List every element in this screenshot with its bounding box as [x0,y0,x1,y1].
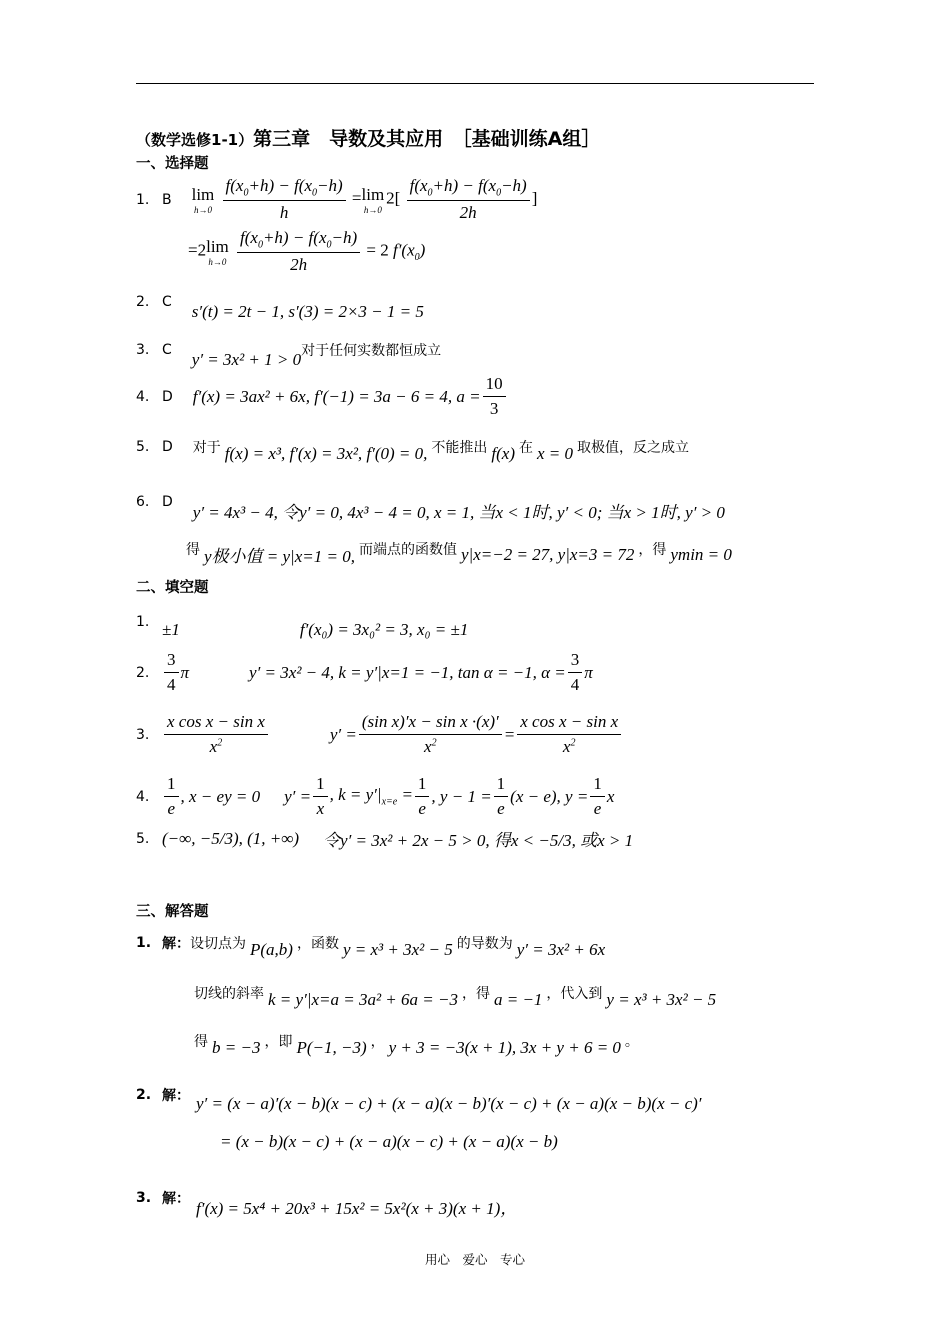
choice-1-line2: =2 lim h→0 $\frac{f(x_0+h) - f(x_0-h)}{2h}$ = 2 $f'(x_0)$ [188,228,426,275]
solve-2-line1: 2. 解： y′ = (x − a)′(x − b)(x − c) + (x − a)(x − b)′(x − c) + (x − a)(x − b)(x − c)′ [136,1087,702,1113]
choice-2: 2. C s′(t) = 2t − 1, s′(3) = 2×3 − 1 = 5 [136,294,424,321]
solve-3-line1: 3. 解： f′(x) = 5x⁴ + 20x³ + 15x² = 5x²(x + 3)(x + 1)， [136,1189,518,1218]
section-heading-fill: 二、填空题 [136,580,209,596]
choice-1: 1. B lim h→0 $\frac{f(x_0+h) - f(x_0-h)}{h}$ = lim h→0 2[ $\frac{f(x_0+h) - f(x_0-h)}{2h}$ ] [136,176,538,223]
solve-1-line1: 1. 解： 设切点为 P(a,b) ，函数 y = x³ + 3x² − 5 的导数为 y′ = 3x² + 6x [136,935,606,959]
solve-2-line2: = (x − b)(x − c) + (x − a)(x − c) + (x − a)(x − b) [220,1132,558,1151]
choice-4: 4. D f′(x) = 3ax² + 6x, f′(−1) = 3a − 6 = 4, a = $\frac{10}{3}$ [136,374,508,419]
fill-4: 4. $\frac{1}{e}$ , x − ey = 0 y′ = $\frac{1}{x}$ , $k = y'|_{x=e}$ = $\frac{1}{e}$ , y − 1 = $\frac{1}{e}$ (x − e), y = $\frac{1}{e}$ x [136,774,615,818]
choice-1-formula-line1: lim h→0 $\frac{f(x_0+h) - f(x_0-h)}{h}$ = lim h→0 2[ $\frac{f(x_0+h) - f(x_0-h)}{2h}$ ] [191,176,538,223]
section-heading-solve: 三、解答题 [136,904,209,920]
fill-2: 2. $\frac{3}{4}$ π y′ = 3x² − 4, k = y′|x=1 = −1, tan α = −1, α = $\frac{3}{4}$ π [136,650,593,694]
fill-5: 5. (−∞, −5/3), (1, +∞) 令y′ = 3x² + 2x − 5 > 0, 得x < −5/3, 或x > 1 [136,828,634,850]
page-footer: 用心 爱心 专心 [424,1252,525,1267]
fill-3: 3. $\frac{\text{x cos x − sin x}}{x^2}$ y′ = $\frac{\text{(sin x)′x − sin x ·(x)′}}{x^2}$ = $\frac{\text{x cos x − sin x}}{x^2}$ [136,712,623,757]
page-title: （数学选修1-1）第三章 导数及其应用 ［基础训练A组］ [136,128,601,150]
choice-6-line2: 得 y极小值 = y|x=1 = 0, 而端点的函数值 y|x=−2 = 27, y|x=3 = 72 ，得 ymin = 0 [186,541,732,566]
section-heading-choice: 一、选择题 [136,156,209,172]
choice-3: 3. C y′ = 3x² + 1 > 0 对于任何实数都恒成立 [136,342,442,369]
choice-6: 6. D y′ = 4x³ − 4, 令y′ = 0, 4x³ − 4 = 0, x = 1, 当x < 1时, y′ < 0; 当x > 1时, y′ > 0 [136,493,725,522]
fill-1: 1. ±1 f′(x₀) = 3x₀² = 3, x₀ = ±1 [136,614,469,639]
solve-1-line3: 得 b = −3 ，即 P(−1, −3) ， y + 3 = −3(x + 1), 3x + y + 6 = 0 。 [194,1034,639,1057]
choice-5: 5. D 对于 f(x) = x³, f′(x) = 3x², f′(0) = 0, 不能推出 f(x) 在 x = 0 取极值，反之成立 [136,439,690,463]
header-rule [136,83,814,84]
solve-1-line2: 切线的斜率 k = y′|x=a = 3a² + 6a = −3 ，得 a = −1 ，代入到 y = x³ + 3x² − 5 [194,986,717,1009]
